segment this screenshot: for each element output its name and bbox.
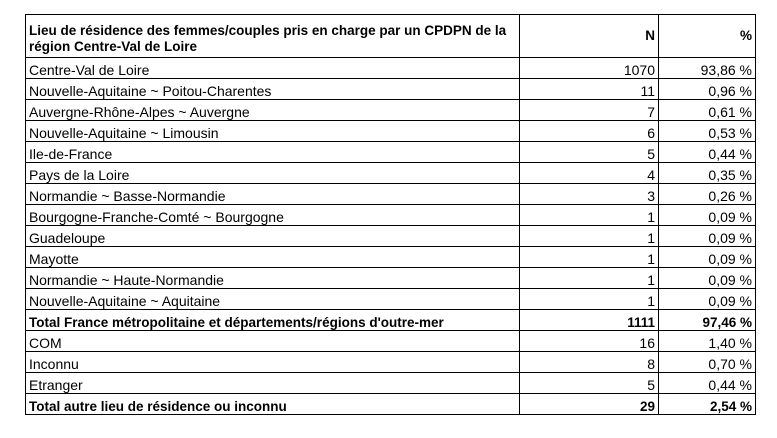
row-percent-cell: 0,09 % [659, 247, 756, 268]
row-label-cell: Centre-Val de Loire [26, 58, 520, 79]
row-count-cell: 11 [520, 79, 659, 100]
row-label-cell: Normandie ~ Basse-Normandie [26, 184, 520, 205]
table-row [26, 121, 756, 142]
row-count-cell: 29 [520, 394, 659, 415]
row-label-cell: Bourgogne-Franche-Comté ~ Bourgogne [26, 205, 520, 226]
table-row [26, 247, 756, 268]
table-row [26, 226, 756, 247]
row-count-cell: 5 [520, 373, 659, 394]
row-count-cell: 5 [520, 142, 659, 163]
table-row [26, 205, 756, 226]
table-row [26, 142, 756, 163]
row-label-cell: Total autre lieu de résidence ou inconnu [26, 394, 520, 415]
table-row [26, 331, 756, 352]
row-count-cell: 6 [520, 121, 659, 142]
row-percent-cell: 0,09 % [659, 268, 756, 289]
row-count-cell: 3 [520, 184, 659, 205]
row-percent-cell: 0,09 % [659, 226, 756, 247]
table-row [26, 184, 756, 205]
column-header-percent: % [659, 15, 756, 58]
row-count-cell: 1070 [520, 58, 659, 79]
row-label-cell: Ile-de-France [26, 142, 520, 163]
row-label-cell: Nouvelle-Aquitaine ~ Limousin [26, 121, 520, 142]
row-percent-cell: 0,26 % [659, 184, 756, 205]
row-count-cell: 1 [520, 247, 659, 268]
residence-table [25, 14, 756, 415]
table-row [26, 268, 756, 289]
row-percent-cell: 97,46 % [659, 310, 756, 331]
row-percent-cell: 0,53 % [659, 121, 756, 142]
row-count-cell: 16 [520, 331, 659, 352]
column-header-n: N [520, 15, 659, 58]
row-count-cell: 7 [520, 100, 659, 121]
table-row [26, 79, 756, 100]
row-percent-cell: 0,09 % [659, 289, 756, 310]
row-count-cell: 1 [520, 289, 659, 310]
row-label-cell: Mayotte [26, 247, 520, 268]
row-label-cell: Nouvelle-Aquitaine ~ Poitou-Charentes [26, 79, 520, 100]
row-label-cell: Pays de la Loire [26, 163, 520, 184]
row-count-cell: 4 [520, 163, 659, 184]
row-count-cell: 1111 [520, 310, 659, 331]
table-row [26, 100, 756, 121]
row-label-cell: Etranger [26, 373, 520, 394]
row-percent-cell: 1,40 % [659, 331, 756, 352]
table-row [26, 373, 756, 394]
row-percent-cell: 0,09 % [659, 205, 756, 226]
table-body [26, 58, 756, 415]
row-percent-cell: 0,96 % [659, 79, 756, 100]
row-percent-cell: 0,61 % [659, 100, 756, 121]
table-title-cell: Lieu de résidence des femmes/couples pris en charge par un CPDPN de la région Centre-Val de Loire [26, 15, 520, 58]
row-percent-cell: 93,86 % [659, 58, 756, 79]
table-header-row [26, 15, 756, 58]
row-count-cell: 1 [520, 226, 659, 247]
row-label-cell: Inconnu [26, 352, 520, 373]
row-label-cell: COM [26, 331, 520, 352]
row-label-cell: Total France métropolitaine et départements/régions d'outre-mer [26, 310, 520, 331]
row-percent-cell: 2,54 % [659, 394, 756, 415]
total-row [26, 310, 756, 331]
row-count-cell: 8 [520, 352, 659, 373]
row-percent-cell: 0,35 % [659, 163, 756, 184]
table-row [26, 289, 756, 310]
table-row [26, 58, 756, 79]
row-count-cell: 1 [520, 205, 659, 226]
row-percent-cell: 0,70 % [659, 352, 756, 373]
table-row [26, 163, 756, 184]
row-label-cell: Guadeloupe [26, 226, 520, 247]
row-label-cell: Nouvelle-Aquitaine ~ Aquitaine [26, 289, 520, 310]
row-count-cell: 1 [520, 268, 659, 289]
total-row [26, 394, 756, 415]
row-label-cell: Auvergne-Rhône-Alpes ~ Auvergne [26, 100, 520, 121]
row-percent-cell: 0,44 % [659, 373, 756, 394]
row-percent-cell: 0,44 % [659, 142, 756, 163]
table-row [26, 352, 756, 373]
row-label-cell: Normandie ~ Haute-Normandie [26, 268, 520, 289]
